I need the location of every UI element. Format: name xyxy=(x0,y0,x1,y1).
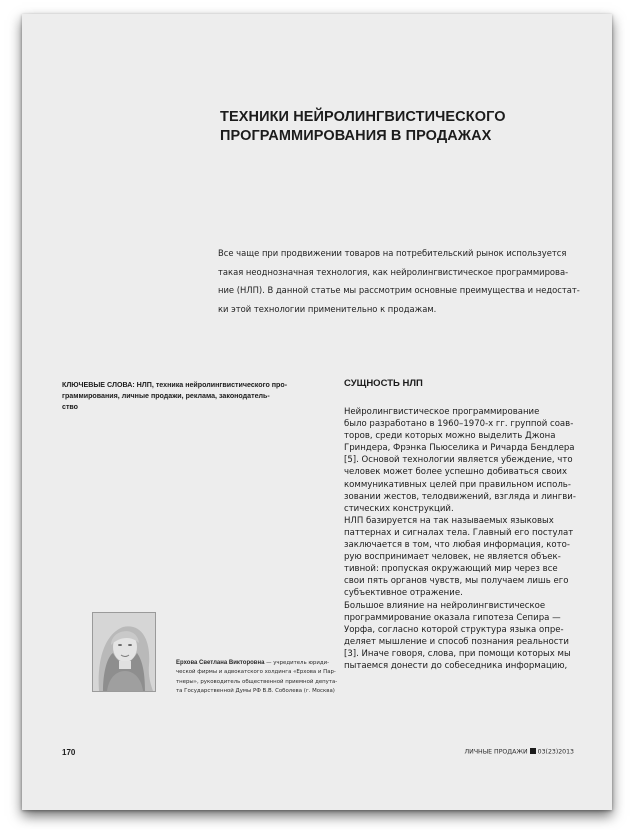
lead-line: Все чаще при продвижении товаров на потребительский рынок используется xyxy=(218,248,567,258)
body-line: [3]. Иначе говоря, слова, при помощи которых мы xyxy=(344,648,571,659)
body-line: Уорфа, согласно которой структура языка опре- xyxy=(344,624,564,635)
lead-line: такая неоднозначная технология, как нейролингвистическое программирова- xyxy=(218,266,569,277)
body-line: субъективное отражение. xyxy=(344,588,463,599)
author-name: Ерхова Светлана Викторовна xyxy=(176,660,265,666)
keywords-line: граммирования, личные продажи, реклама, законодатель- xyxy=(62,391,270,400)
title-line: ПРОГРАММИРОВАНИЯ В ПРОДАЖАХ xyxy=(220,128,492,144)
article-title xyxy=(220,108,560,146)
author-line xyxy=(176,659,346,668)
body-line: зовании жестов, телодвижений, взгляда и лингви- xyxy=(344,491,576,502)
body-line: [5]. Основой технологии является убеждение, что xyxy=(344,455,573,466)
author-bio-line: — учредитель юриди- xyxy=(264,660,330,666)
body-line: было разработано в 1960–1970-х гг. группой соав- xyxy=(344,419,574,430)
lead-line: ние (НЛП). В данной статье мы рассмотрим основные преимущества и недостат- xyxy=(218,285,580,296)
body-line: коммуникативных целей при правильном исполь- xyxy=(344,479,571,490)
journal-issue: 03(23)2013 xyxy=(537,748,574,756)
body-line: рую воспринимает человек, не является объек- xyxy=(344,552,561,563)
keywords xyxy=(62,380,312,412)
author-bio-line: та Государственной Думы РФ В.В. Соболева (г. Москва) xyxy=(176,688,335,695)
square-bullet-icon xyxy=(530,748,536,754)
author-portrait-image xyxy=(93,613,155,691)
lead-line: ки этой технологии применительно к продажам. xyxy=(218,303,437,314)
body-line: человек может более успешно добиваться своих xyxy=(344,467,568,478)
author-photo xyxy=(92,612,156,692)
body-column xyxy=(344,406,594,672)
author-bio-line: ческой фирмы и адвокатского холдинга «Ерхова и Пар- xyxy=(176,669,336,676)
page-number: 170 xyxy=(62,748,76,757)
body-line: паттернах и сигналах тела. Главный его постулат xyxy=(344,527,574,538)
keywords-line: КЛЮЧЕВЫЕ СЛОВА: НЛП, техника нейролингвистического про- xyxy=(62,381,288,389)
body-line: НЛП базируется на так называемых языковых xyxy=(344,515,554,526)
body-line: программирование оказала гипотеза Сепира — xyxy=(344,612,561,623)
journal-name: ЛИЧНЫЕ ПРОДАЖИ xyxy=(464,748,528,756)
body-line: деляет мышление и способ познания реальности xyxy=(344,636,569,647)
body-line: Нейролингвистическое программирование xyxy=(344,407,540,417)
body-line: свои пять органов чувств, мы получаем лишь его xyxy=(344,576,569,587)
body-line: Большое влияние на нейролингвистическое xyxy=(344,600,546,611)
keywords-line: ство xyxy=(62,402,79,411)
body-line: тивной: пропуская окружающий мир через все xyxy=(344,564,558,575)
page-sheet xyxy=(22,14,612,810)
article-lead xyxy=(218,244,580,318)
body-line: Гриндера, Фрэнка Пьюселика и Ричарда Бендлера xyxy=(344,443,575,454)
author-bio-line: тнеры», руководитель общественной приемной депута- xyxy=(176,678,338,685)
body-line: стических конструкций. xyxy=(344,503,454,514)
body-line: заключается в том, что любая информация, кото- xyxy=(344,540,570,551)
section-heading: СУЩНОСТЬ НЛП xyxy=(344,378,423,389)
journal-footer xyxy=(465,748,574,756)
body-line: пытаемся донести до собеседника информацию, xyxy=(344,660,568,671)
title-line: ТЕХНИКИ НЕЙРОЛИНГВИСТИЧЕСКОГО xyxy=(220,109,506,125)
body-line: торов, среди которых можно выделить Джона xyxy=(344,431,556,442)
author-info xyxy=(176,659,346,697)
